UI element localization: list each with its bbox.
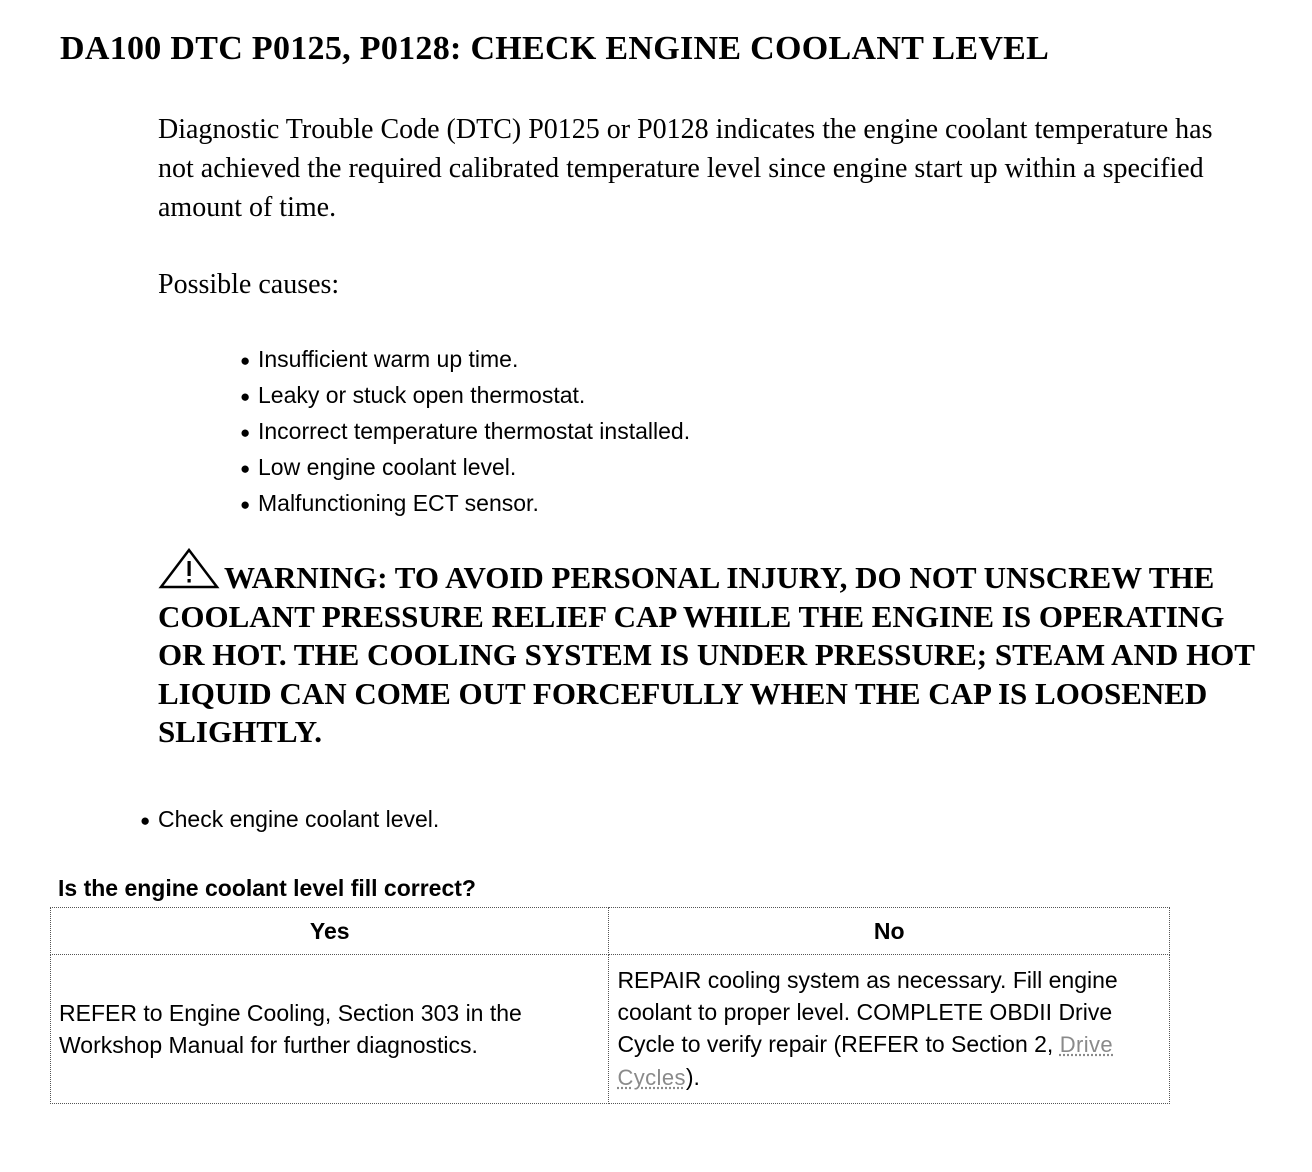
question-heading: Is the engine coolant level fill correct? <box>58 875 476 901</box>
cause-text: Insufficient warm up time. <box>258 346 519 372</box>
cause-text: Malfunctioning ECT sensor. <box>258 490 539 516</box>
bullet-icon: ● <box>140 811 151 830</box>
table-header-row <box>51 908 1170 955</box>
bullet-icon: ● <box>240 495 251 514</box>
no-cell <box>609 955 1170 1104</box>
possible-causes-list <box>240 342 690 522</box>
yes-cell: REFER to Engine Cooling, Section 303 in the Workshop Manual for further diagnostics. <box>51 955 609 1104</box>
cause-item <box>240 414 690 450</box>
cause-text: Incorrect temperature thermostat installed. <box>258 418 691 444</box>
warning-block <box>158 548 1268 752</box>
yes-header: Yes <box>51 908 609 955</box>
no-cell-text-end: ). <box>685 1064 700 1090</box>
cause-item <box>240 450 690 486</box>
bullet-icon: ● <box>240 423 251 442</box>
no-cell-text: REPAIR cooling system as necessary. Fill engine coolant to proper level. COMPLETE OBDII Drive Cycle to verify repair (REFER to Section 2, <box>617 967 1118 1057</box>
check-step <box>140 802 439 838</box>
page-title: DA100 DTC P0125, P0128: CHECK ENGINE COOLANT LEVEL <box>60 30 1050 67</box>
cause-item <box>240 486 690 522</box>
cause-text: Low engine coolant level. <box>258 454 517 480</box>
bullet-icon: ● <box>240 459 251 478</box>
possible-causes-heading: Possible causes: <box>158 269 340 300</box>
cause-text: Leaky or stuck open thermostat. <box>258 382 586 408</box>
answer-table <box>50 907 1170 1104</box>
bullet-icon: ● <box>240 387 251 406</box>
no-header: No <box>609 908 1170 955</box>
warning-triangle-icon <box>158 548 220 590</box>
warning-text: WARNING: TO AVOID PERSONAL INJURY, DO NOT UNSCREW THE COOLANT PRESSURE RELIEF CAP WHILE THE ENGINE IS OPERATING OR HOT. THE COOLING SYSTEM IS UNDER PRESSURE; STEAM AND HOT LIQUID CAN COME OUT FORCEFULLY WHEN THE CAP IS LOOSENED SLIGHTLY. <box>158 560 1255 749</box>
cause-item <box>240 378 690 414</box>
table-row <box>51 955 1170 1104</box>
drive-cycles-link[interactable]: Drive Cycles <box>617 1032 1114 1090</box>
intro-paragraph: Diagnostic Trouble Code (DTC) P0125 or P0128 indicates the engine coolant temperature has not achieved the required calibrated temperature level since engine start up within a specified amount of time. <box>158 114 1213 223</box>
bullet-icon: ● <box>240 351 251 370</box>
cause-item <box>240 342 690 378</box>
check-step-text: Check engine coolant level. <box>158 806 440 832</box>
